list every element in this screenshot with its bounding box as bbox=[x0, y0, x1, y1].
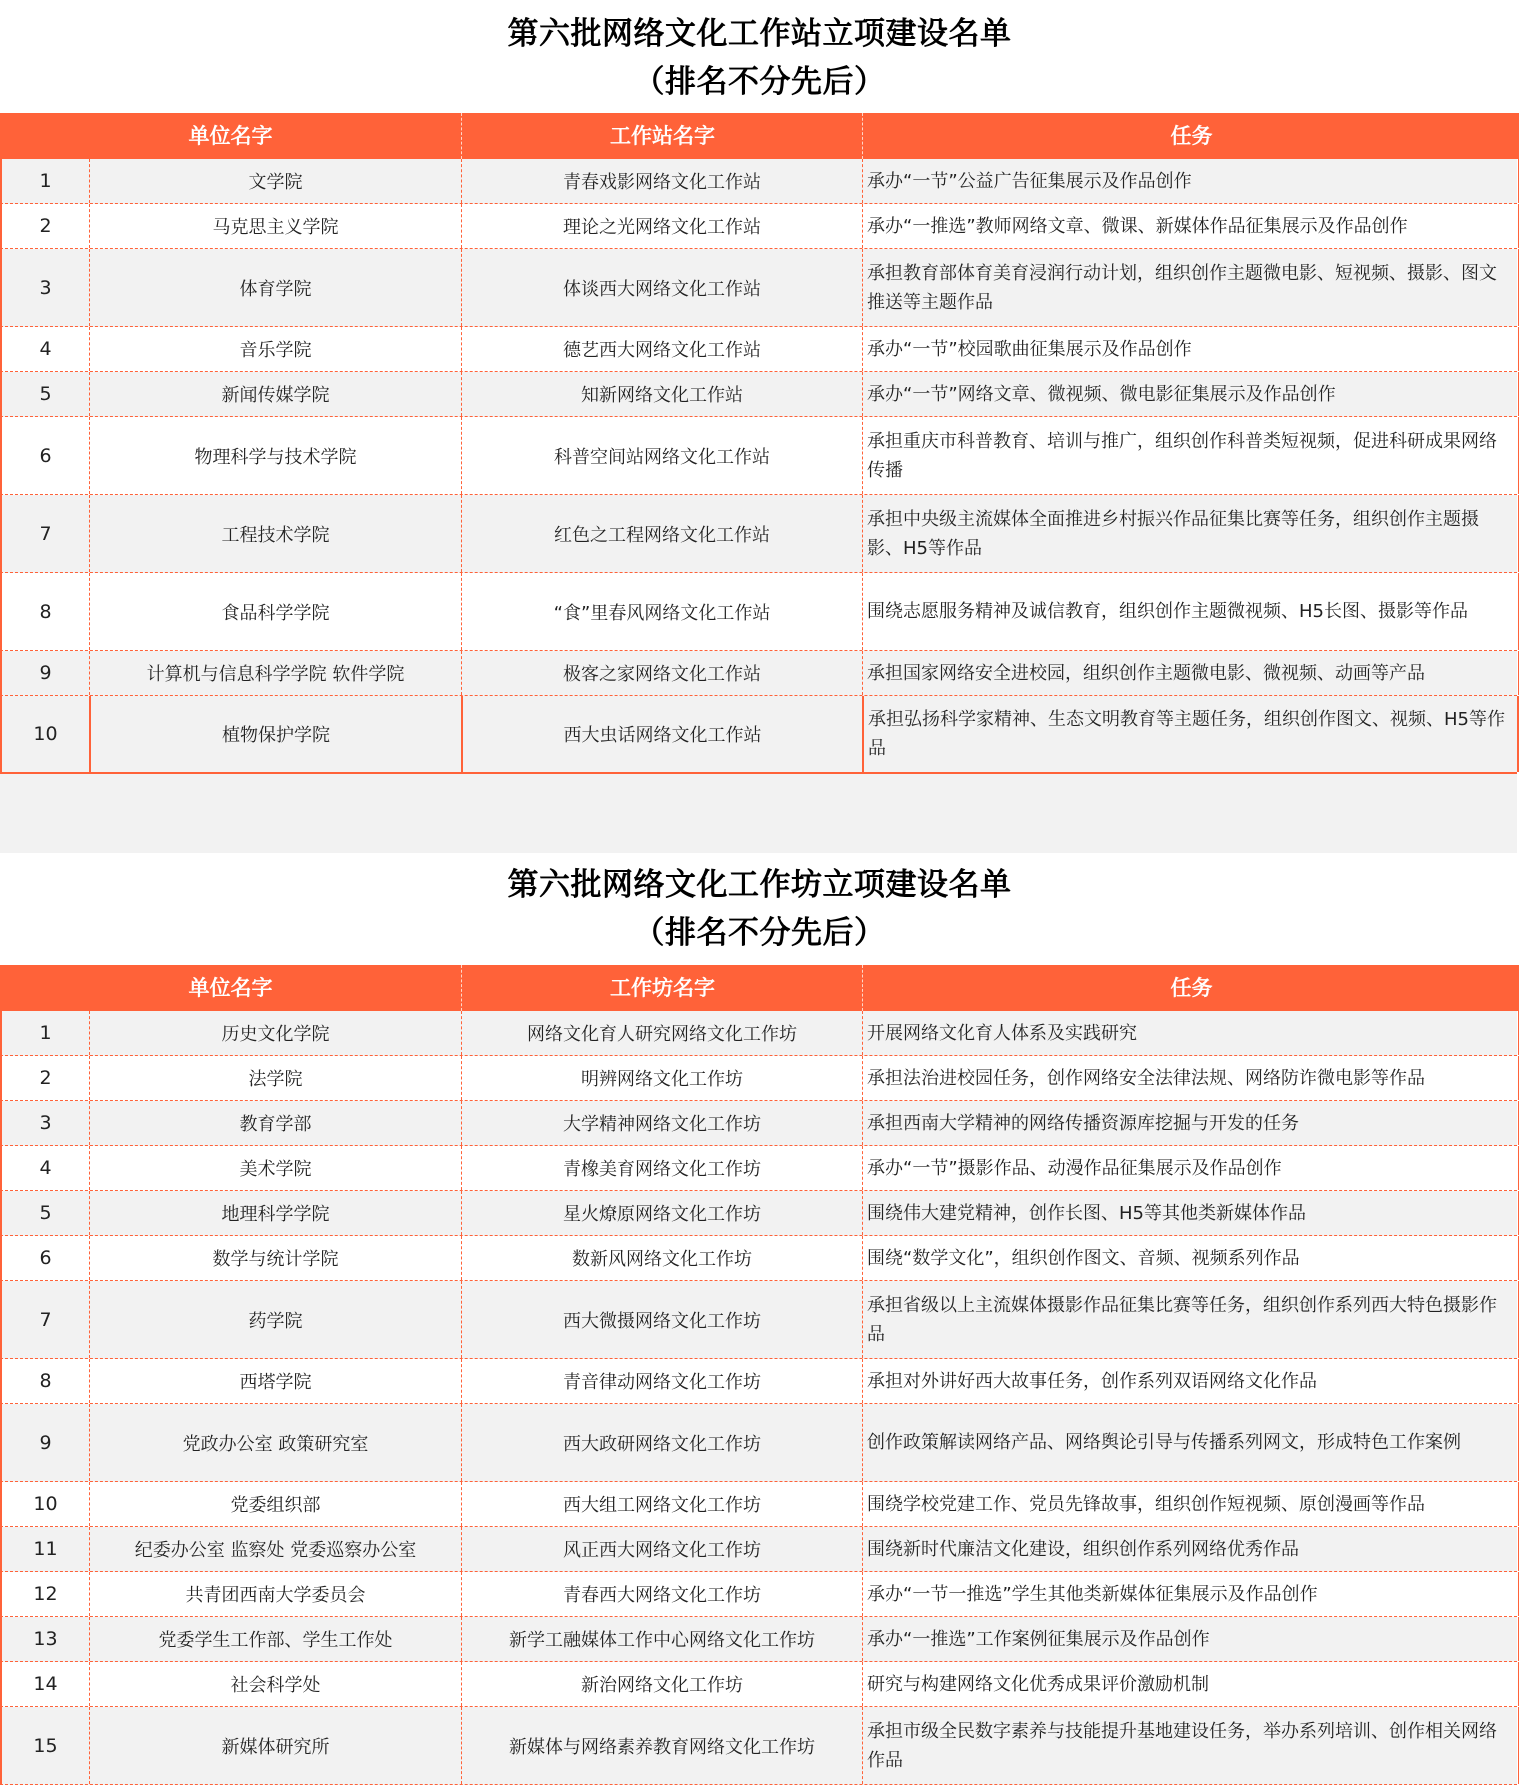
stations-subtitle: （排名不分先后） bbox=[633, 64, 886, 100]
table-row[interactable] bbox=[0, 372, 1517, 417]
unit-cell[interactable]: 药学院 bbox=[89, 1281, 461, 1358]
row-number[interactable]: 7 bbox=[39, 1308, 52, 1331]
task-cell[interactable]: 承担省级以上主流媒体摄影作品征集比赛等任务，组织创作系列西大特色摄影作品 bbox=[862, 1281, 1519, 1358]
unit-cell[interactable]: 社会科学处 bbox=[89, 1662, 461, 1706]
task-cell[interactable]: 承担对外讲好西大故事任务，创作系列双语网络文化作品 bbox=[862, 1359, 1519, 1403]
table-row[interactable] bbox=[0, 1617, 1517, 1662]
table-row[interactable] bbox=[0, 1359, 1517, 1404]
workshop-name-cell[interactable]: 大学精神网络文化工作坊 bbox=[461, 1101, 862, 1145]
workshops-subtitle: （排名不分先后） bbox=[633, 915, 886, 951]
unit-cell[interactable]: 党委学生工作部、学生工作处 bbox=[89, 1617, 461, 1661]
unit-cell[interactable]: 美术学院 bbox=[89, 1146, 461, 1190]
row-number[interactable]: 6 bbox=[39, 444, 52, 467]
stations-title: 第六批网络文化工作站立项建设名单 bbox=[507, 16, 1012, 52]
table-row[interactable] bbox=[0, 1527, 1517, 1572]
station-name-cell[interactable]: 红色之工程网络文化工作站 bbox=[461, 495, 862, 572]
row-number[interactable]: 8 bbox=[39, 1370, 52, 1392]
workshop-name-cell[interactable]: 风正西大网络文化工作坊 bbox=[461, 1527, 862, 1571]
unit-cell[interactable]: 食品科学学院 bbox=[89, 573, 461, 650]
table-row[interactable] bbox=[0, 1056, 1517, 1101]
task-cell[interactable]: 承担弘扬科学家精神、生态文明教育等主题任务，组织创作图文、视频、H5等作品 bbox=[862, 696, 1519, 772]
column-header-task[interactable]: 任务 bbox=[862, 113, 1519, 159]
unit-cell[interactable]: 西塔学院 bbox=[89, 1359, 461, 1403]
task-cell[interactable]: 承担教育部体育美育浸润行动计划，组织创作主题微电影、短视频、摄影、图文推送等主题作品 bbox=[862, 249, 1519, 326]
stations-table-header bbox=[0, 113, 1519, 159]
unit-cell[interactable]: 纪委办公室 监察处 党委巡察办公室 bbox=[89, 1527, 461, 1571]
station-name-cell[interactable]: 科普空间站网络文化工作站 bbox=[461, 417, 862, 494]
station-name-cell[interactable]: 体谈西大网络文化工作站 bbox=[461, 249, 862, 326]
workshop-name-cell[interactable]: 青音律动网络文化工作坊 bbox=[461, 1359, 862, 1403]
row-number[interactable]: 6 bbox=[39, 1247, 52, 1269]
column-header-unit[interactable]: 单位名字 bbox=[188, 976, 273, 1000]
workshop-name-cell[interactable]: 星火燎原网络文化工作坊 bbox=[461, 1191, 862, 1235]
workshop-name-cell[interactable]: 新媒体与网络素养教育网络文化工作坊 bbox=[461, 1707, 862, 1784]
workshops-title: 第六批网络文化工作坊立项建设名单 bbox=[507, 867, 1012, 903]
table-row[interactable] bbox=[0, 651, 1517, 696]
row-number[interactable]: 4 bbox=[39, 338, 52, 360]
column-header-unit[interactable]: 单位名字 bbox=[188, 124, 273, 148]
unit-cell[interactable]: 数学与统计学院 bbox=[89, 1236, 461, 1280]
row-number[interactable]: 14 bbox=[33, 1673, 58, 1695]
table-row[interactable] bbox=[0, 204, 1517, 249]
column-header-workshop-name[interactable]: 工作坊名字 bbox=[461, 965, 863, 1011]
table-row[interactable] bbox=[0, 495, 1517, 573]
table-row[interactable] bbox=[0, 1404, 1517, 1482]
station-name-cell[interactable]: 理论之光网络文化工作站 bbox=[461, 204, 862, 248]
unit-cell[interactable]: 计算机与信息科学学院 软件学院 bbox=[89, 651, 461, 695]
table-row[interactable] bbox=[0, 249, 1517, 327]
workshop-name-cell[interactable]: 青橡美育网络文化工作坊 bbox=[461, 1146, 862, 1190]
unit-cell[interactable]: 历史文化学院 bbox=[89, 1011, 461, 1055]
row-number[interactable]: 10 bbox=[33, 1493, 58, 1515]
table-row[interactable] bbox=[0, 1572, 1517, 1617]
workshop-name-cell[interactable]: 明辨网络文化工作坊 bbox=[461, 1056, 862, 1100]
row-number[interactable]: 3 bbox=[39, 1112, 52, 1134]
row-number[interactable]: 3 bbox=[39, 276, 52, 299]
row-number[interactable]: 7 bbox=[39, 522, 52, 545]
unit-cell[interactable]: 工程技术学院 bbox=[89, 495, 461, 572]
workshops-table bbox=[0, 965, 1519, 1785]
task-cell[interactable]: 开展网络文化育人体系及实践研究 bbox=[862, 1011, 1519, 1055]
row-number[interactable]: 1 bbox=[39, 170, 52, 192]
task-cell[interactable]: 承办“一节”公益广告征集展示及作品创作 bbox=[862, 159, 1519, 203]
station-name-cell[interactable]: 青春戏影网络文化工作站 bbox=[461, 159, 862, 203]
task-cell[interactable]: 承担法治进校园任务，创作网络安全法律法规、网络防诈微电影等作品 bbox=[862, 1056, 1519, 1100]
row-number[interactable]: 11 bbox=[33, 1538, 58, 1560]
unit-cell[interactable]: 党委组织部 bbox=[89, 1482, 461, 1526]
unit-cell[interactable]: 法学院 bbox=[89, 1056, 461, 1100]
unit-cell[interactable]: 音乐学院 bbox=[89, 327, 461, 371]
table-row[interactable] bbox=[0, 1011, 1517, 1056]
task-cell[interactable]: 围绕学校党建工作、党员先锋故事，组织创作短视频、原创漫画等作品 bbox=[862, 1482, 1519, 1526]
section-divider bbox=[0, 774, 1517, 853]
row-number[interactable]: 5 bbox=[39, 383, 52, 405]
row-number[interactable]: 13 bbox=[33, 1628, 58, 1650]
table-row[interactable] bbox=[0, 1707, 1517, 1785]
task-cell[interactable]: 承办“一节”校园歌曲征集展示及作品创作 bbox=[862, 327, 1519, 371]
task-cell[interactable]: 承担重庆市科普教育、培训与推广，组织创作科普类短视频，促进科研成果网络传播 bbox=[862, 417, 1519, 494]
stations-table bbox=[0, 113, 1519, 774]
column-header-task[interactable]: 任务 bbox=[862, 965, 1519, 1011]
table-row[interactable] bbox=[0, 1191, 1517, 1236]
task-cell[interactable]: 承担市级全民数字素养与技能提升基地建设任务，举办系列培训、创作相关网络作品 bbox=[862, 1707, 1519, 1784]
unit-cell[interactable]: 新媒体研究所 bbox=[89, 1707, 461, 1784]
task-cell[interactable]: 承担国家网络安全进校园，组织创作主题微电影、微视频、动画等产品 bbox=[862, 651, 1519, 695]
workshop-name-cell[interactable]: 西大组工网络文化工作坊 bbox=[461, 1482, 862, 1526]
station-name-cell[interactable]: 知新网络文化工作站 bbox=[461, 372, 862, 416]
row-number[interactable]: 12 bbox=[33, 1583, 58, 1605]
task-cell[interactable]: 承办“一节”摄影作品、动漫作品征集展示及作品创作 bbox=[862, 1146, 1519, 1190]
task-cell[interactable]: 围绕志愿服务精神及诚信教育，组织创作主题微视频、H5长图、摄影等作品 bbox=[862, 573, 1519, 650]
unit-cell[interactable]: 物理科学与技术学院 bbox=[89, 417, 461, 494]
unit-cell[interactable]: 文学院 bbox=[89, 159, 461, 203]
task-cell[interactable]: 承办“一节”网络文章、微视频、微电影征集展示及作品创作 bbox=[862, 372, 1519, 416]
table-row[interactable] bbox=[0, 417, 1517, 495]
workshops-title-block bbox=[0, 861, 1519, 957]
table-row[interactable] bbox=[0, 1146, 1517, 1191]
row-number[interactable]: 2 bbox=[39, 1067, 52, 1089]
workshop-name-cell[interactable]: 数新风网络文化工作坊 bbox=[461, 1236, 862, 1280]
workshop-name-cell[interactable]: 网络文化育人研究网络文化工作坊 bbox=[461, 1011, 862, 1055]
task-cell[interactable]: 承办“一推选”教师网络文章、微课、新媒体作品征集展示及作品创作 bbox=[862, 204, 1519, 248]
column-header-station-name[interactable]: 工作站名字 bbox=[461, 113, 863, 159]
unit-cell[interactable]: 马克思主义学院 bbox=[89, 204, 461, 248]
row-number[interactable]: 1 bbox=[39, 1022, 52, 1044]
unit-cell[interactable]: 植物保护学院 bbox=[89, 696, 461, 772]
table-row[interactable] bbox=[0, 1236, 1517, 1281]
unit-cell[interactable]: 新闻传媒学院 bbox=[89, 372, 461, 416]
table-row-selected[interactable] bbox=[0, 696, 1517, 774]
task-cell[interactable]: 研究与构建网络文化优秀成果评价激励机制 bbox=[862, 1662, 1519, 1706]
workshop-name-cell[interactable]: 青春西大网络文化工作坊 bbox=[461, 1572, 862, 1616]
row-number[interactable]: 9 bbox=[39, 662, 52, 684]
unit-cell[interactable]: 体育学院 bbox=[89, 249, 461, 326]
table-row[interactable] bbox=[0, 327, 1517, 372]
row-number[interactable]: 4 bbox=[39, 1157, 52, 1179]
workshop-name-cell[interactable]: 新学工融媒体工作中心网络文化工作坊 bbox=[461, 1617, 862, 1661]
workshops-table-header bbox=[0, 965, 1519, 1011]
unit-cell[interactable]: 共青团西南大学委员会 bbox=[89, 1572, 461, 1616]
task-cell[interactable]: 围绕新时代廉洁文化建设，组织创作系列网络优秀作品 bbox=[862, 1527, 1519, 1571]
station-name-cell[interactable]: “食”里春风网络文化工作站 bbox=[461, 573, 862, 650]
task-cell[interactable]: 承办“一节一推选”学生其他类新媒体征集展示及作品创作 bbox=[862, 1572, 1519, 1616]
workshop-name-cell[interactable]: 新治网络文化工作坊 bbox=[461, 1662, 862, 1706]
task-cell[interactable]: 创作政策解读网络产品、网络舆论引导与传播系列网文，形成特色工作案例 bbox=[862, 1404, 1519, 1481]
table-row[interactable] bbox=[0, 1101, 1517, 1146]
unit-cell[interactable]: 教育学部 bbox=[89, 1101, 461, 1145]
task-cell[interactable]: 围绕“数学文化”，组织创作图文、音频、视频系列作品 bbox=[862, 1236, 1519, 1280]
row-number[interactable]: 5 bbox=[39, 1202, 52, 1224]
station-name-cell[interactable]: 极客之家网络文化工作站 bbox=[461, 651, 862, 695]
stations-title-block bbox=[0, 10, 1519, 106]
station-name-cell[interactable]: 德艺西大网络文化工作站 bbox=[461, 327, 862, 371]
task-cell[interactable]: 承办“一推选”工作案例征集展示及作品创作 bbox=[862, 1617, 1519, 1661]
row-number[interactable]: 2 bbox=[39, 215, 52, 237]
task-cell[interactable]: 围绕伟大建党精神，创作长图、H5等其他类新媒体作品 bbox=[862, 1191, 1519, 1235]
row-number[interactable]: 10 bbox=[33, 723, 58, 745]
station-name-cell[interactable]: 西大虫话网络文化工作站 bbox=[461, 696, 862, 772]
row-number[interactable]: 8 bbox=[39, 600, 52, 623]
unit-cell[interactable]: 地理科学学院 bbox=[89, 1191, 461, 1235]
table-row[interactable] bbox=[0, 1662, 1517, 1707]
table-row[interactable] bbox=[0, 159, 1517, 204]
task-cell[interactable]: 承担西南大学精神的网络传播资源库挖掘与开发的任务 bbox=[862, 1101, 1519, 1145]
table-row[interactable] bbox=[0, 1482, 1517, 1527]
unit-cell[interactable]: 党政办公室 政策研究室 bbox=[89, 1404, 461, 1481]
task-cell[interactable]: 承担中央级主流媒体全面推进乡村振兴作品征集比赛等任务，组织创作主题摄影、H5等作品 bbox=[862, 495, 1519, 572]
table-row[interactable] bbox=[0, 573, 1517, 651]
row-number[interactable]: 15 bbox=[33, 1734, 58, 1757]
workshop-name-cell[interactable]: 西大政研网络文化工作坊 bbox=[461, 1404, 862, 1481]
workshop-name-cell[interactable]: 西大微摄网络文化工作坊 bbox=[461, 1281, 862, 1358]
row-number[interactable]: 9 bbox=[39, 1431, 52, 1454]
table-row[interactable] bbox=[0, 1281, 1517, 1359]
